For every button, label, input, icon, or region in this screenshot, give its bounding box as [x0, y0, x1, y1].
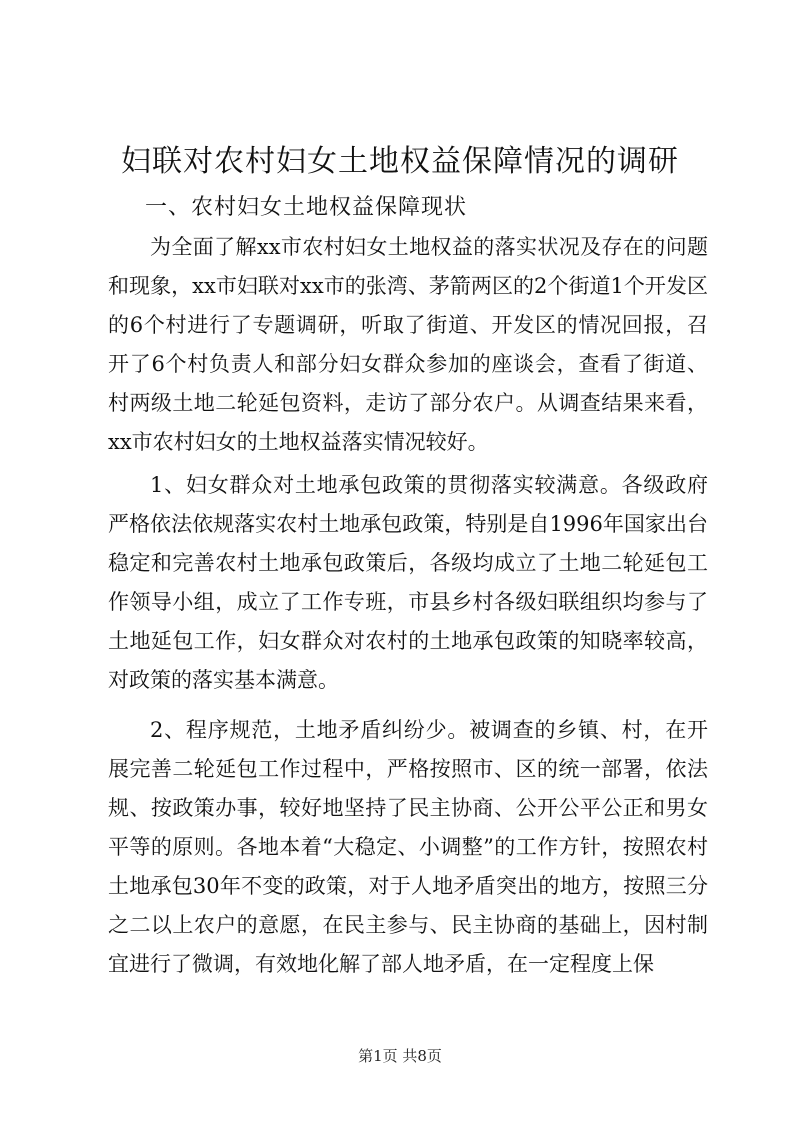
- section-heading: 一、农村妇女土地权益保障现状: [145, 195, 468, 220]
- body-paragraph: 1、妇女群众对土地承包政策的贯彻落实较满意。各级政府严格依法依规落实农村土地承包政策，特别是自1996年国家出台稳定和完善农村土地承包政策后，各级均成立了土地二轮延包工作领导小组，成立了工作专班，市县乡村各级妇联组织均参与了土地延包工作，妇女群众对农村的土地承包政策的知晓率较高，对政策的落实基本满意。: [108, 473, 708, 692]
- page-number-footer: 第1页 共8页: [358, 1047, 442, 1065]
- body-paragraph: 2、程序规范，土地矛盾纠纷少。被调查的乡镇、村，在开展完善二轮延包工作过程中，严格按照市、区的统一部署，依法规、按政策办事，较好地坚持了民主协商、公开公平公正和男女平等的原则。各地本着“大稳定、小调整”的工作方针，按照农村土地承包30年不变的政策，对于人地矛盾突出的地方，按照三分之二以上农户的意愿，在民主参与、民主协商的基础上，因村制宜进行了微调，有效地化解了部人地矛盾，在一定程度上保: [108, 718, 708, 976]
- document-title: 妇联对农村妇女土地权益保障情况的调研: [121, 144, 679, 179]
- body-paragraph: 为全面了解xx市农村妇女土地权益的落实状况及存在的问题和现象，xx市妇联对xx市的张湾、茅箭两区的2个街道1个开发区的6个村进行了专题调研，听取了街道、开发区的情况回报，召开了6个村负责人和部分妇女群众参加的座谈会，查看了街道、村两级土地二轮延包资料，走访了部分农户。从调查结果来看，xx市农村妇女的土地权益落实情况较好。: [108, 235, 708, 454]
